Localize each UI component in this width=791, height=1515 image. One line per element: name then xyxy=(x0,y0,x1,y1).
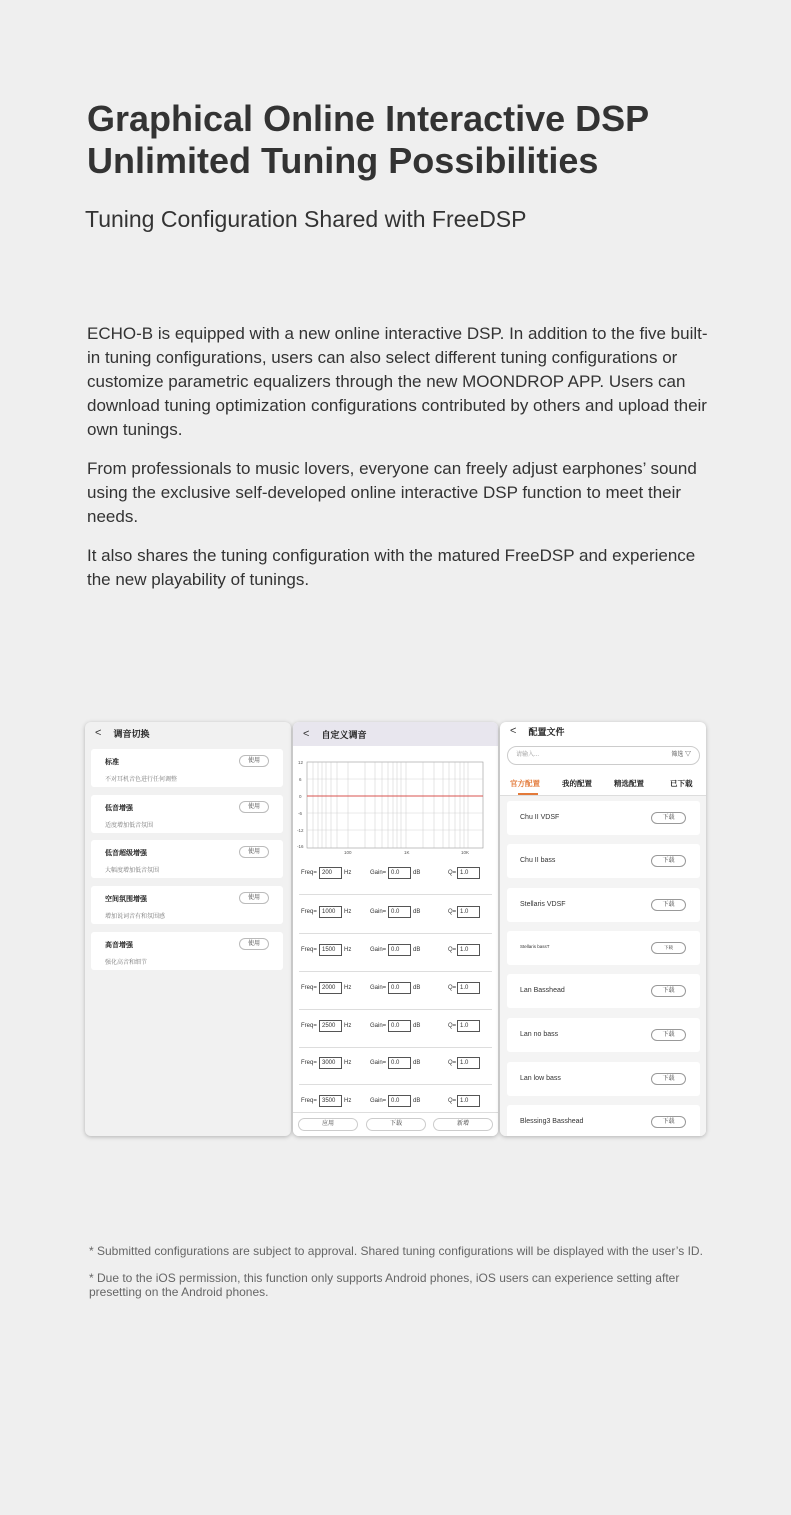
eq-band-row xyxy=(293,1010,498,1048)
tab-downloaded[interactable]: 已下载 xyxy=(670,779,693,788)
freq-label: Freq= xyxy=(301,1060,317,1066)
config-item[interactable] xyxy=(507,1105,700,1136)
db-label: dB xyxy=(413,909,421,915)
config-list xyxy=(500,796,706,1136)
preset-title: 高音增强 xyxy=(105,942,133,949)
q-input[interactable]: 1.0 xyxy=(457,982,480,994)
divider xyxy=(299,894,492,895)
preset-desc: 增加说词音有和氛围感 xyxy=(105,914,166,920)
gain-input[interactable]: 0.0 xyxy=(388,1020,411,1032)
x-tick: 100 xyxy=(344,850,352,855)
preset-title: 低音增强 xyxy=(105,805,133,812)
phone-tuning-switch xyxy=(85,722,291,1136)
phone2-title: 自定义调音 xyxy=(321,729,367,740)
preset-card[interactable] xyxy=(91,795,283,833)
preset-card[interactable] xyxy=(91,932,283,970)
use-button[interactable]: 使用 xyxy=(239,846,269,858)
active-tab-indicator xyxy=(518,793,538,795)
q-label: Q= xyxy=(448,1060,457,1066)
db-label: dB xyxy=(413,1060,421,1066)
use-button[interactable]: 使用 xyxy=(239,755,269,767)
config-name: Lan low bass xyxy=(520,1075,561,1082)
preset-desc: 大幅度增加低音氛围 xyxy=(105,868,160,874)
y-tick: 12 xyxy=(298,760,304,765)
db-label: dB xyxy=(413,870,421,876)
body-text xyxy=(87,322,712,607)
hz-label: Hz xyxy=(344,985,352,991)
preset-card[interactable] xyxy=(91,886,283,924)
freq-label: Freq= xyxy=(301,1098,317,1104)
download-button[interactable]: 下载 xyxy=(651,812,686,824)
footnote-ios: * Due to the iOS permission, this function only supports Android phones, iOS users can experience setting after presetting on the Android phones. xyxy=(89,1271,680,1299)
preset-title: 低音超级增强 xyxy=(105,850,147,857)
eq-band-row xyxy=(293,857,498,895)
eq-band-row xyxy=(293,972,498,1010)
preset-desc: 不对耳机音色进行任何调整 xyxy=(105,777,178,783)
download-button[interactable]: 下载 xyxy=(651,899,686,911)
add-button[interactable]: 新增 xyxy=(433,1118,493,1131)
config-name: Chu II VDSF xyxy=(520,814,560,821)
gain-input[interactable]: 0.0 xyxy=(388,867,411,879)
config-item[interactable] xyxy=(507,974,700,1008)
search-input[interactable] xyxy=(507,746,700,765)
eq-band-row xyxy=(293,1047,498,1085)
db-label: dB xyxy=(413,1098,421,1104)
freq-input[interactable]: 200 xyxy=(319,867,342,879)
main-heading xyxy=(87,98,737,182)
hz-label: Hz xyxy=(344,1098,352,1104)
y-tick: -6 xyxy=(298,811,303,816)
gain-input[interactable]: 0.0 xyxy=(388,982,411,994)
q-input[interactable]: 1.0 xyxy=(457,1020,480,1032)
db-label: dB xyxy=(413,1023,421,1029)
phone-custom-eq xyxy=(293,722,498,1136)
y-tick: 6 xyxy=(299,777,302,782)
freq-label: Freq= xyxy=(301,909,317,915)
gain-label: Gain= xyxy=(370,1060,387,1066)
y-tick: -12 xyxy=(297,828,304,833)
hz-label: Hz xyxy=(344,1060,352,1066)
preset-desc: 强化高音和细节 xyxy=(105,960,148,966)
y-tick: -16 xyxy=(297,844,304,849)
gain-label: Gain= xyxy=(370,985,387,991)
use-button[interactable]: 使用 xyxy=(239,801,269,813)
config-name: Stellaris VDSF xyxy=(520,901,566,908)
hz-label: Hz xyxy=(344,947,352,953)
q-label: Q= xyxy=(448,909,457,915)
q-input[interactable]: 1.0 xyxy=(457,906,480,918)
freq-input[interactable]: 3000 xyxy=(319,1057,342,1069)
back-icon[interactable]: < xyxy=(303,728,310,740)
phone1-title: 调音切换 xyxy=(113,728,150,739)
gain-label: Gain= xyxy=(370,1023,387,1029)
config-item[interactable] xyxy=(507,888,700,922)
x-tick: 1K xyxy=(404,850,410,855)
freq-input[interactable]: 3500 xyxy=(319,1095,342,1107)
preset-title: 空间氛围增强 xyxy=(105,896,147,903)
gain-input[interactable]: 0.0 xyxy=(388,1095,411,1107)
gain-input[interactable]: 0.0 xyxy=(388,1057,411,1069)
preset-title: 标准 xyxy=(105,759,119,766)
body-paragraph-2: From professionals to music lovers, everyone can freely adjust earphones’ sound using the exclusive self-developed online interactive DSP function to meet their needs. xyxy=(87,459,697,526)
gain-input[interactable]: 0.0 xyxy=(388,944,411,956)
phone3-title: 配置文件 xyxy=(528,726,565,737)
config-name: Blessing3 Basshead xyxy=(520,1118,584,1125)
gain-label: Gain= xyxy=(370,947,387,953)
config-item[interactable] xyxy=(507,844,700,878)
gain-label: Gain= xyxy=(370,1098,387,1104)
q-label: Q= xyxy=(448,1023,457,1029)
heading-line-2: Unlimited Tuning Possibilities xyxy=(87,140,599,181)
eq-action-bar xyxy=(293,1112,498,1136)
heading-line-1: Graphical Online Interactive DSP xyxy=(87,98,650,139)
tab-official[interactable]: 官方配置 xyxy=(510,779,540,788)
freq-input[interactable]: 1000 xyxy=(319,906,342,918)
tab-featured[interactable]: 精选配置 xyxy=(614,779,644,788)
body-paragraph-3: It also shares the tuning configuration with the matured FreeDSP and experience the new playability of tunings. xyxy=(87,546,696,589)
body-paragraph-1: ECHO-B is equipped with a new online interactive DSP. In addition to the five built-in tuning configurations, users can also select different tuning configurations or customize parametric equalizers through the new MOONDROP APP. Users can download tuning optimization configurations contributed by others and upload their own tunings. xyxy=(87,324,708,439)
config-item[interactable] xyxy=(507,1018,700,1052)
freq-label: Freq= xyxy=(301,947,317,953)
q-label: Q= xyxy=(448,985,457,991)
gain-input[interactable]: 0.0 xyxy=(388,906,411,918)
back-icon[interactable]: < xyxy=(95,727,102,739)
gain-label: Gain= xyxy=(370,909,387,915)
q-label: Q= xyxy=(448,1098,457,1104)
config-name: Lan no bass xyxy=(520,1031,559,1038)
q-input[interactable]: 1.0 xyxy=(457,1095,480,1107)
q-input[interactable]: 1.0 xyxy=(457,867,480,879)
config-item[interactable] xyxy=(507,1062,700,1096)
config-item[interactable] xyxy=(507,801,700,835)
apply-button[interactable]: 应用 xyxy=(298,1118,358,1131)
hz-label: Hz xyxy=(344,1023,352,1029)
download-button[interactable]: 下载 xyxy=(651,1029,686,1041)
freq-label: Freq= xyxy=(301,870,317,876)
freq-label: Freq= xyxy=(301,985,317,991)
preset-card[interactable] xyxy=(91,749,283,787)
footnote-approval: * Submitted configurations are subject to approval. Shared tuning configurations will be displayed with the user’s ID. xyxy=(89,1244,703,1258)
phone-config-files xyxy=(500,722,706,1136)
preset-card[interactable] xyxy=(91,840,283,878)
q-input[interactable]: 1.0 xyxy=(457,1057,480,1069)
hz-label: Hz xyxy=(344,870,352,876)
download-button[interactable]: 下载 xyxy=(651,942,686,954)
y-tick: 0 xyxy=(299,794,302,799)
hz-label: Hz xyxy=(344,909,352,915)
config-name: Stellaris bassT xyxy=(520,944,550,949)
phone1-header xyxy=(85,722,291,744)
download-button[interactable]: 下载 xyxy=(651,1073,686,1085)
freq-input[interactable]: 1500 xyxy=(319,944,342,956)
q-label: Q= xyxy=(448,870,457,876)
config-name: Chu II bass xyxy=(520,857,556,864)
tab-mine[interactable]: 我的配置 xyxy=(562,779,592,788)
search-placeholder: 请输入... xyxy=(516,752,540,758)
config-name: Lan Basshead xyxy=(520,987,565,994)
download-button[interactable]: 下载 xyxy=(651,1116,686,1128)
preset-desc: 适度增加低音氛围 xyxy=(105,823,154,829)
eq-band-row xyxy=(293,896,498,934)
phone3-header xyxy=(500,722,706,740)
subtitle: Tuning Configuration Shared with FreeDSP xyxy=(85,206,527,232)
q-input[interactable]: 1.0 xyxy=(457,944,480,956)
download-button[interactable]: 下载 xyxy=(651,855,686,867)
download-button[interactable]: 下载 xyxy=(366,1118,426,1131)
eq-graph xyxy=(293,746,498,856)
gain-label: Gain= xyxy=(370,870,387,876)
config-item[interactable] xyxy=(507,931,700,965)
db-label: dB xyxy=(413,985,421,991)
phone2-header xyxy=(293,722,498,746)
x-tick: 10K xyxy=(461,850,470,855)
freq-label: Freq= xyxy=(301,1023,317,1029)
config-tabs xyxy=(500,772,706,796)
back-icon[interactable]: < xyxy=(510,725,517,737)
use-button[interactable]: 使用 xyxy=(239,892,269,904)
freq-input[interactable]: 2000 xyxy=(319,982,342,994)
use-button[interactable]: 使用 xyxy=(239,938,269,950)
q-label: Q= xyxy=(448,947,457,953)
eq-band-row xyxy=(293,934,498,972)
freq-input[interactable]: 2500 xyxy=(319,1020,342,1032)
download-button[interactable]: 下载 xyxy=(651,985,686,997)
filter-icon[interactable]: 筛选 ▽ xyxy=(671,752,691,758)
db-label: dB xyxy=(413,947,421,953)
